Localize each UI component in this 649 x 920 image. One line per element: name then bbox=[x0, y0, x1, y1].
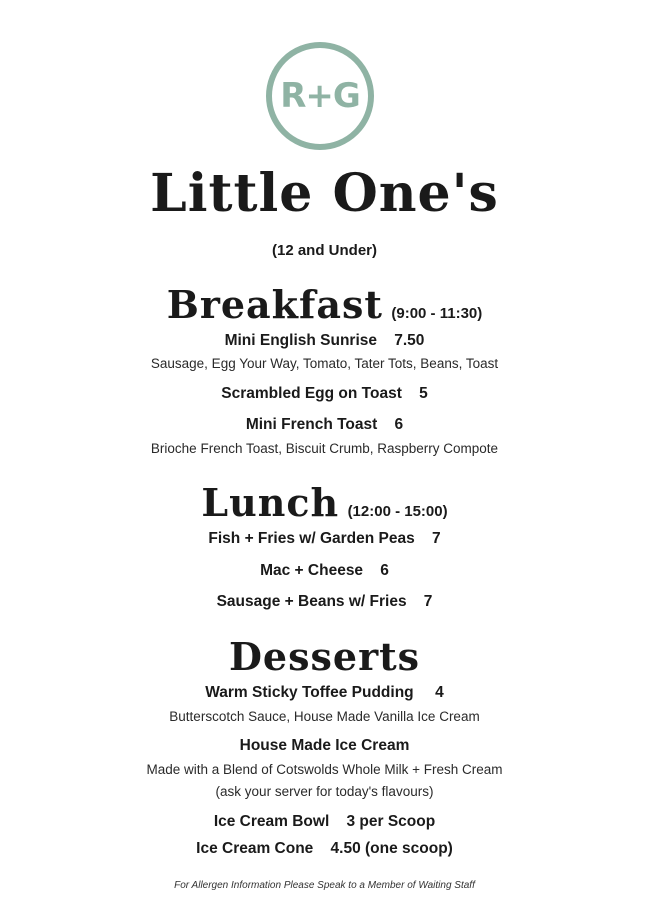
menu-item-description: Brioche French Toast, Biscuit Crumb, Raspberry Compote bbox=[150, 441, 499, 456]
menu-item-name: Scrambled Egg on Toast 5 bbox=[221, 385, 428, 402]
menu-item-name: Mac + Cheese 6 bbox=[260, 562, 389, 579]
breakfast-heading bbox=[0, 282, 649, 327]
section-hours: (12:00 - 15:00) bbox=[347, 503, 448, 520]
menu-item-name: Fish + Fries w/ Garden Peas 7 bbox=[208, 530, 441, 547]
allergen-note: For Allergen Information Please Speak to a Member of Waiting Staff bbox=[174, 880, 475, 891]
section-title: Breakfast bbox=[166, 282, 383, 327]
menu-item-description: Butterscotch Sauce, House Made Vanilla Ice Cream bbox=[169, 709, 480, 724]
menu-item-note: (ask your server for today's flavours) bbox=[215, 784, 434, 799]
menu-item-description: Sausage, Egg Your Way, Tomato, Tater Tots, Beans, Toast bbox=[150, 356, 499, 371]
section-title: Lunch bbox=[201, 480, 340, 525]
logo-text: R+G bbox=[280, 76, 360, 116]
section-hours: (9:00 - 11:30) bbox=[391, 305, 483, 322]
menu-item-name: Ice Cream Bowl 3 per Scoop bbox=[213, 813, 436, 830]
menu-item-name: Ice Cream Cone 4.50 (one scoop) bbox=[196, 840, 453, 857]
menu-item-name: Warm Sticky Toffee Pudding 4 bbox=[205, 684, 444, 701]
menu-item-description: Made with a Blend of Cotswolds Whole Milk + Fresh Cream bbox=[146, 762, 503, 777]
menu-item-name: House Made Ice Cream bbox=[239, 737, 410, 754]
menu-item-name: Mini French Toast 6 bbox=[245, 416, 404, 433]
age-note: (12 and Under) bbox=[271, 242, 377, 259]
lunch-heading bbox=[0, 480, 649, 525]
desserts-heading bbox=[0, 634, 649, 679]
menu-item-name: Mini English Sunrise 7.50 bbox=[224, 332, 425, 349]
logo bbox=[266, 42, 374, 150]
page-title: Little One's bbox=[150, 163, 499, 224]
menu-item-name: Sausage + Beans w/ Fries 7 bbox=[216, 593, 433, 610]
section-title: Desserts bbox=[228, 634, 421, 679]
